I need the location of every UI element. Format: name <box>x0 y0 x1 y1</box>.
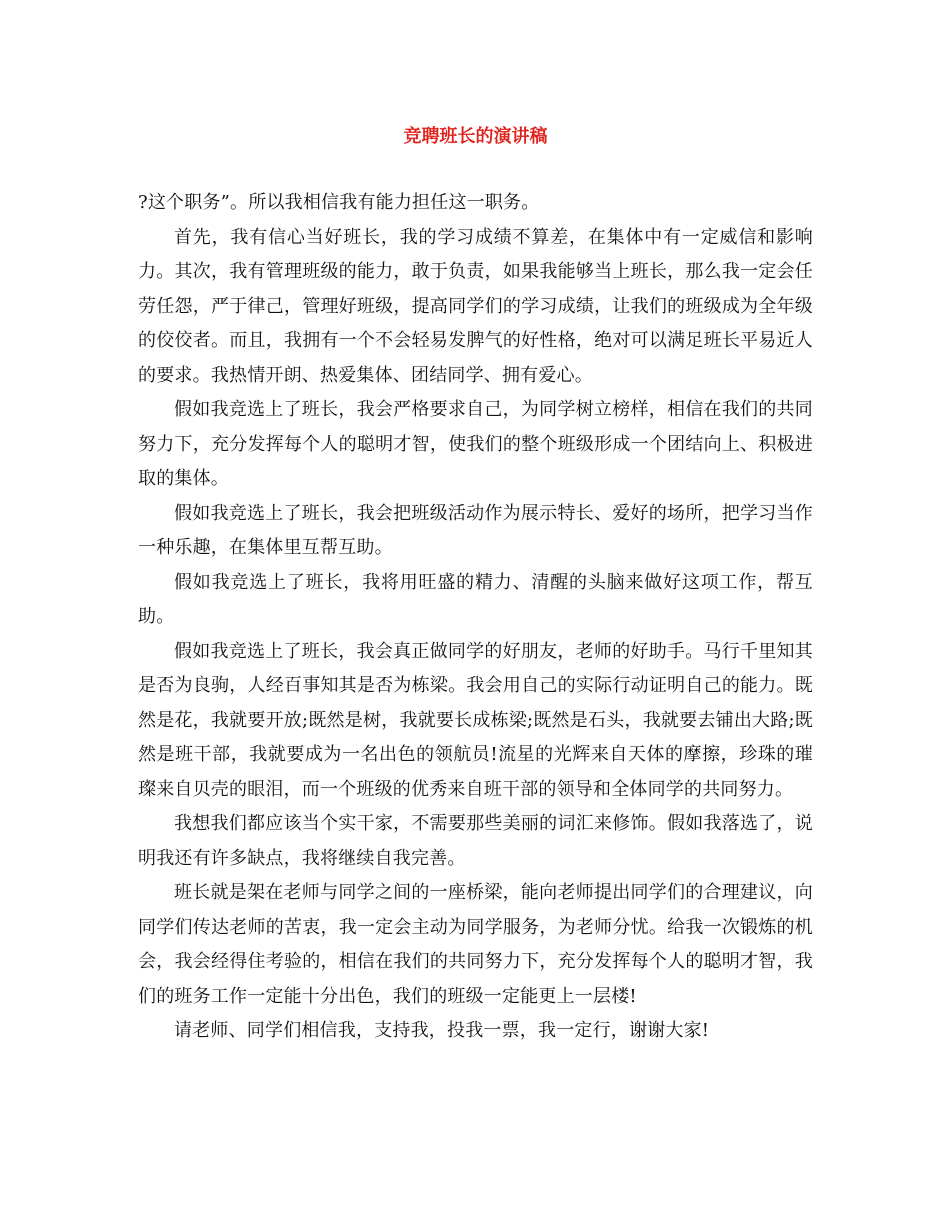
document-body <box>138 186 813 1049</box>
paragraph: 假如我竞选上了班长，我会把班级活动作为展示特长、爱好的场所，把学习当作一种乐趣，在集体里互帮互助。 <box>138 502 813 558</box>
paragraph: 班长就是架在老师与同学之间的一座桥梁，能向老师提出同学们的合理建议，向同学们传达老师的苦衷，我一定会主动为同学服务，为老师分忧。给我一次锻炼的机会，我会经得住考验的，相信在我们的共同努力下，充分发挥每个人的聪明才智，我们的班务工作一定能十分出色，我们的班级一定能更上一层楼! <box>138 882 813 1007</box>
paragraph: 假如我竞选上了班长，我会真正做同学的好朋友，老师的好助手。马行千里知其是否为良驹，人经百事知其是否为栋梁。我会用自己的实际行动证明自己的能力。既然是花，我就要开放;既然是树，我就要长成栋梁;既然是石头，我就要去铺出大路;既然是班干部，我就要成为一名出色的领航员!流星的光辉来自天体的摩擦，珍珠的璀璨来自贝壳的眼泪，而一个班级的优秀来自班干部的领导和全体同学的共同努力。 <box>138 640 813 800</box>
paragraph: 请老师、同学们相信我，支持我，投我一票，我一定行，谢谢大家! <box>174 1020 710 1041</box>
paragraph: 假如我竞选上了班长，我会严格要求自己，为同学树立榜样，相信在我们的共同努力下，充分发挥每个人的聪明才智，使我们的整个班级形成一个团结向上、积极进取的集体。 <box>138 399 813 489</box>
document-title: 竞聘班长的演讲稿 <box>403 126 548 147</box>
paragraph: 首先，我有信心当好班长，我的学习成绩不算差，在集体中有一定威信和影响力。其次，我有管理班级的能力，敢于负责，如果我能够当上班长，那么我一定会任劳任怨，严于律己，管理好班级，提高同学们的学习成绩，让我们的班级成为全年级的佼佼者。而且，我拥有一个不会轻易发脾气的好性格，绝对可以满足班长平易近人的要求。我热情开朗、热爱集体、团结同学、拥有爱心。 <box>138 226 813 386</box>
paragraph: 我想我们都应该当个实干家，不需要那些美丽的词汇来修饰。假如我落选了，说明我还有许多缺点，我将继续自我完善。 <box>138 813 813 869</box>
paragraph: ?这个职务”。所以我相信我有能力担任这一职务。 <box>138 192 540 213</box>
paragraph: 假如我竞选上了班长，我将用旺盛的精力、清醒的头脑来做好这项工作，帮互助。 <box>138 571 813 627</box>
